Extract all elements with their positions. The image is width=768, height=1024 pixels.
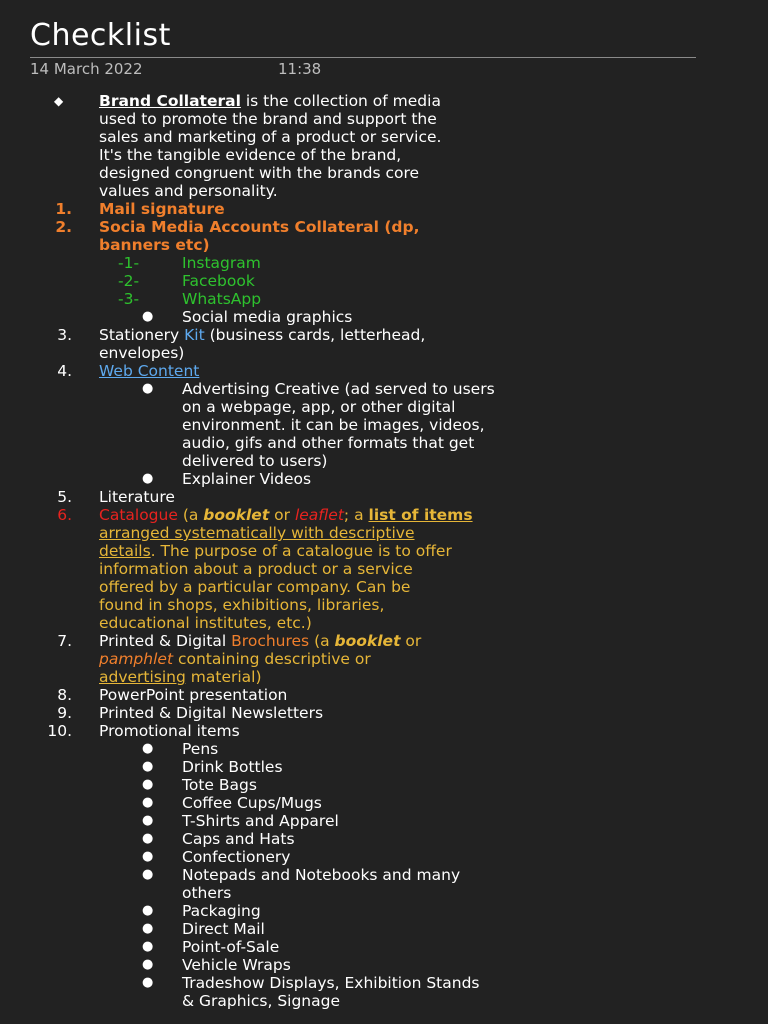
bullet-icon: ● (142, 831, 154, 846)
list-item-continued: advertising material) (99, 668, 262, 686)
list-item-continued: educational institutes, etc.) (99, 614, 312, 632)
bullet-icon: ● (142, 741, 154, 756)
bullet-item: ● Advertising Creative (ad served to users (142, 380, 495, 398)
promo-item: ● Packaging (142, 902, 261, 920)
diamond-bullet-icon: ◆ (54, 94, 64, 108)
bullet-icon: ● (142, 921, 154, 936)
promo-item: ● T-Shirts and Apparel (142, 812, 339, 830)
list-item: 1. Mail signature (0, 200, 768, 218)
list-number: 6. (57, 506, 72, 524)
bullet-icon: ● (142, 795, 154, 810)
promo-item: ● Vehicle Wraps (142, 956, 291, 974)
bullet-icon: ● (142, 903, 154, 918)
list-item: 5. Literature (0, 488, 768, 506)
bullet-icon: ● (142, 309, 154, 324)
list-item: 2. Socia Media Accounts Collateral (dp, (0, 218, 768, 236)
bullet-item-continued: environment. it can be images, videos, (182, 416, 485, 434)
intro-line: sales and marketing of a product or service. (99, 128, 442, 146)
web-content-link[interactable]: Web Content (99, 362, 200, 380)
promo-item: ● Notepads and Notebooks and many (142, 866, 461, 884)
bullet-item-continued: on a webpage, app, or other digital (182, 398, 456, 416)
intro-line: used to promote the brand and support the (99, 110, 437, 128)
promo-item: ● Confectionery (142, 848, 291, 866)
brand-collateral-term: Brand Collateral (99, 92, 241, 110)
note-body (0, 92, 768, 1010)
bullet-icon: ● (142, 939, 154, 954)
list-number: 4. (57, 362, 72, 380)
page-date: 14 March 2022 (30, 60, 143, 78)
page-title: Checklist (30, 18, 171, 53)
intro-line: values and personality. (99, 182, 278, 200)
list-item-continued: details. The purpose of a catalogue is to offer (99, 542, 452, 560)
bullet-item-continued: delivered to users) (182, 452, 328, 470)
title-divider (30, 57, 696, 58)
promo-item-continued: others (182, 884, 232, 902)
list-number: 2. (55, 218, 72, 236)
sub-item: -1- Instagram (118, 254, 261, 272)
list-item-continued: pamphlet containing descriptive or (99, 650, 371, 668)
bullet-item-continued: audio, gifs and other formats that get (182, 434, 475, 452)
list-item: 3. Stationery Kit (business cards, letterhead, (0, 326, 768, 344)
bullet-icon: ● (142, 777, 154, 792)
list-number: 1. (55, 200, 72, 218)
list-number: 9. (57, 704, 72, 722)
list-item: 8. PowerPoint presentation (0, 686, 768, 704)
list-item-continued: offered by a particular company. Can be (99, 578, 411, 596)
list-number: 3. (57, 326, 72, 344)
list-item: 7. Printed & Digital Brochures (a booklet or (0, 632, 768, 650)
list-item-continued: arranged systematically with descriptive (99, 524, 415, 542)
page-time: 11:38 (278, 60, 322, 78)
sub-item: -3- WhatsApp (118, 290, 262, 308)
intro-line: ◆ Brand Collateral is the collection of media (54, 92, 441, 110)
list-item: 9. Printed & Digital Newsletters (0, 704, 768, 722)
page-meta (30, 60, 322, 78)
promo-item: ● Coffee Cups/Mugs (142, 794, 322, 812)
promo-item: ● Tote Bags (142, 776, 257, 794)
bullet-icon: ● (142, 957, 154, 972)
list-number: 10. (47, 722, 72, 740)
list-number: 8. (57, 686, 72, 704)
list-item-continued: banners etc) (99, 236, 210, 254)
bullet-icon: ● (142, 381, 154, 396)
bullet-icon: ● (142, 471, 154, 486)
promo-item: ● Drink Bottles (142, 758, 283, 776)
promo-item: ● Pens (142, 740, 219, 758)
promo-item-continued: & Graphics, Signage (182, 992, 340, 1010)
promo-item: ● Point-of-Sale (142, 938, 280, 956)
list-item-continued: information about a product or a service (99, 560, 413, 578)
promo-item: ● Direct Mail (142, 920, 265, 938)
bullet-item: ● Explainer Videos (142, 470, 312, 488)
list-item-continued: found in shops, exhibitions, libraries, (99, 596, 385, 614)
bullet-icon: ● (142, 867, 154, 882)
bullet-icon: ● (142, 759, 154, 774)
list-number: 7. (57, 632, 72, 650)
promo-item: ● Caps and Hats (142, 830, 295, 848)
bullet-item: ● Social media graphics (142, 308, 353, 326)
intro-line: designed congruent with the brands core (99, 164, 420, 182)
promo-item: ● Tradeshow Displays, Exhibition Stands (142, 974, 480, 992)
bullet-icon: ● (142, 975, 154, 990)
list-item: 10. Promotional items (0, 722, 768, 740)
bullet-icon: ● (142, 813, 154, 828)
list-number: 5. (57, 488, 72, 506)
list-item: 6. Catalogue (a booklet or leaflet; a list of items (0, 506, 768, 524)
bullet-icon: ● (142, 849, 154, 864)
list-item-continued: envelopes) (99, 344, 185, 362)
list-item (0, 362, 768, 380)
sub-item: -2- Facebook (118, 272, 255, 290)
intro-line: It's the tangible evidence of the brand, (99, 146, 402, 164)
